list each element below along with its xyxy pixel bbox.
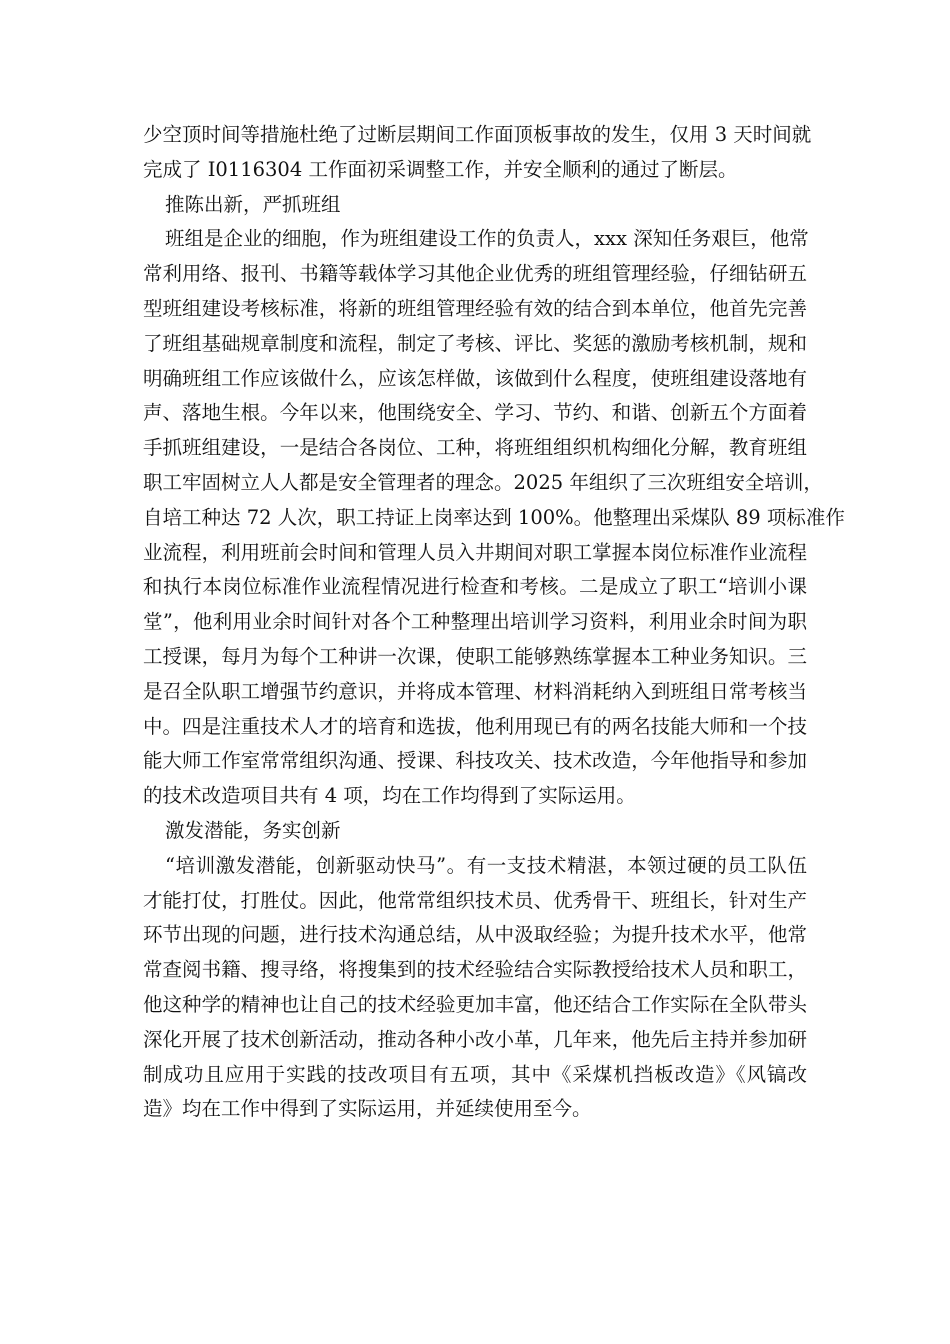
paragraph-line: 手抓班组建设，一是结合各岗位、工种，将班组组织机构细化分解，教育班组 [143, 436, 807, 460]
paragraph-line: 才能打仗，打胜仗。因此，他常常组织技术员、优秀骨干、班组长，针对生产 [143, 888, 807, 912]
paragraph-line: 他这种学的精神也让自己的技术经验更加丰富，他还结合工作实际在全队带头 [143, 992, 807, 1016]
paragraph-line: 工授课，每月为每个工种讲一次课，使职工能够熟练掌握本工种业务知识。三 [143, 644, 807, 668]
paragraph-line: 职工牢固树立人人都是安全管理者的理念。2025 年组织了三次班组安全培训， [143, 470, 823, 494]
document-body [143, 118, 845, 1127]
body-paragraph [143, 222, 845, 814]
paragraph-line: 的技术改造项目共有 4 项，均在工作均得到了实际运用。 [143, 784, 636, 808]
paragraph-line: 声、落地生根。今年以来，他围绕安全、学习、节约、和谐、创新五个方面着 [143, 401, 807, 425]
paragraph-line: 能大师工作室常常组织沟通、授课、科技攻关、技术改造，今年他指导和参加 [143, 749, 807, 773]
heading-text: 推陈出新，严抓班组 [165, 192, 341, 216]
paragraph-line: 深化开展了技术创新活动，推动各种小改小革，几年来，他先后主持并参加研 [143, 1027, 807, 1051]
paragraph-line: 制成功且应用于实践的技改项目有五项，其中《采煤机挡板改造》《风镐改 [143, 1062, 807, 1086]
paragraph-line: 和执行本岗位标准作业流程情况进行检查和考核。二是成立了职工“培训小课 [143, 575, 807, 599]
paragraph-line: 造》均在工作中得到了实际运用，并延续使用至今。 [143, 1097, 592, 1121]
paragraph-line: 完成了 I0116304 工作面初采调整工作，并安全顺利的通过了断层。 [143, 157, 738, 181]
paragraph-line: 自培工种达 72 人次，职工持证上岗率达到 100%。他整理出采煤队 89 项标准作 [143, 505, 845, 529]
paragraph-line: 少空顶时间等措施杜绝了过断层期间工作面顶板事故的发生，仅用 3 天时间就 [143, 123, 812, 146]
body-paragraph [143, 118, 812, 188]
paragraph-line: 环节出现的问题，进行技术沟通总结，从中汲取经验；为提升技术水平，他常 [143, 923, 807, 947]
paragraph-line: 明确班组工作应该做什么，应该怎样做，该做到什么程度，使班组建设落地有 [143, 366, 807, 390]
body-paragraph [143, 849, 807, 1127]
paragraph-line: 堂”，他利用业余时间针对各个工种整理出培训学习资料，利用业余时间为职 [143, 610, 807, 634]
heading-text: 激发潜能，务实创新 [165, 818, 341, 842]
paragraph-line: 是召全队职工增强节约意识，并将成本管理、材料消耗纳入到班组日常考核当 [143, 679, 807, 703]
paragraph-line: 型班组建设考核标准，将新的班组管理经验有效的结合到本单位，他首先完善 [143, 296, 807, 320]
section-heading [143, 188, 807, 223]
paragraph-line: 了班组基础规章制度和流程，制定了考核、评比、奖惩的激励考核机制，规和 [143, 331, 807, 355]
paragraph-line: 常利用络、报刊、书籍等载体学习其他企业优秀的班组管理经验，仔细钻研五 [143, 262, 807, 286]
paragraph-line: 中。四是注重技术人才的培育和选拔，他利用现已有的两名技能大师和一个技 [143, 714, 807, 738]
paragraph-line: “培训激发潜能，创新驱动快马”。有一支技术精湛，本领过硬的员工队伍 [165, 853, 807, 877]
section-heading [143, 814, 807, 849]
paragraph-line: 业流程，利用班前会时间和管理人员入井期间对职工掌握本岗位标准作业流程 [143, 540, 807, 564]
paragraph-line: 班组是企业的细胞，作为班组建设工作的负责人，xxx 深知任务艰巨，他常 [165, 227, 809, 251]
paragraph-line: 常查阅书籍、搜寻络，将搜集到的技术经验结合实际教授给技术人员和职工， [143, 958, 807, 982]
